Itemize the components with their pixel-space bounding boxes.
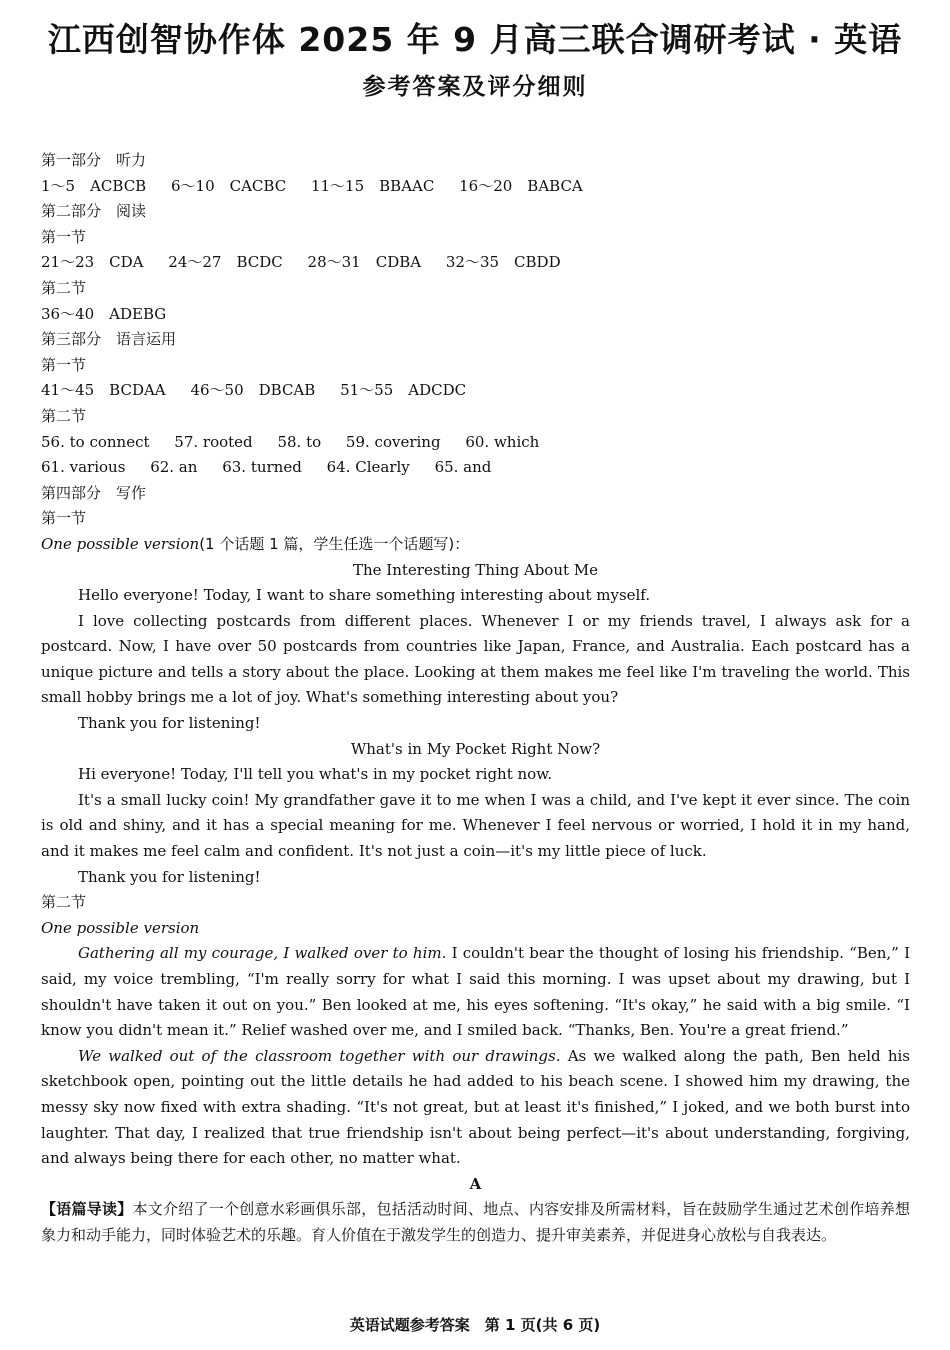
answer-group: 46～50 DBCAB bbox=[190, 381, 316, 400]
passage-guide bbox=[41, 1197, 910, 1248]
part3-section2-row2 bbox=[41, 455, 910, 481]
cloze-answer: 58. to bbox=[277, 432, 322, 451]
paragraph-text: As we walked along the path, Ben held his sketchbook open, pointing out the little details he had added to his beach scene. I showed him my drawing, the messy sky now fixed with extra shading. “It's not great, but at least it's finished,” I joked, and we both burst into laughter. That day, I realized that true friendship isn't about being perfect—it's about understanding, forgiving, and always being there for each other, no matter what. bbox=[41, 1046, 910, 1168]
guide-tag: 【语篇导读】 bbox=[41, 1200, 133, 1219]
answer-group: 1～5 ACBCB bbox=[41, 176, 147, 195]
essay-intro-label: One possible version bbox=[41, 534, 200, 553]
continuation-paragraph bbox=[41, 941, 910, 1043]
answer-group: 16～20 BABCA bbox=[459, 176, 583, 195]
cloze-answer: 57. rooted bbox=[174, 432, 253, 451]
cloze-answer: 60. which bbox=[465, 432, 540, 451]
essay-intro bbox=[41, 532, 910, 558]
part3-section2-row1 bbox=[41, 430, 910, 456]
answer-group: 6～10 CACBC bbox=[170, 176, 287, 195]
cloze-answer: 63. turned bbox=[222, 458, 302, 477]
continuation-paragraph bbox=[41, 1044, 910, 1172]
essay2-paragraph: Hi everyone! Today, I'll tell you what's in my pocket right now. bbox=[78, 765, 553, 784]
essay1-paragraph: Hello everyone! Today, I want to share something interesting about myself. bbox=[78, 586, 651, 605]
part2-heading: 第二部分 阅读 bbox=[41, 202, 147, 221]
part3-heading: 第三部分 语言运用 bbox=[41, 330, 177, 349]
part2-section2-heading: 第二节 bbox=[41, 278, 87, 297]
answer-group: 32～35 CBDD bbox=[445, 253, 561, 272]
essay2-paragraph: It's a small lucky coin! My grandfather gave it to me when I was a child, and I've kept it ever since. The coin is old and shiny, and it has a special meaning for me. Whenever I feel nervous or worried, I hold it in my hand, and it makes me feel calm and confident. It's not just a coin—it's my little piece of luck. bbox=[41, 790, 910, 861]
cloze-answer: 59. covering bbox=[345, 432, 441, 451]
cloze-answer: 61. various bbox=[41, 458, 126, 477]
answer-group: 28～31 CDBA bbox=[307, 253, 422, 272]
continuation-intro: One possible version bbox=[41, 918, 200, 937]
part4-section2-heading: 第二节 bbox=[41, 893, 87, 912]
essay1-paragraph: Thank you for listening! bbox=[78, 714, 261, 733]
answer-group: 41～45 BCDAA bbox=[41, 381, 166, 400]
part1-answers bbox=[41, 174, 910, 200]
paragraph-text: I couldn't bear the thought of losing his friendship. “Ben,” I said, my voice trembling, “I'm really sorry for what I said this morning. I was upset about my drawing, but I shouldn't have taken it out on you.” Ben looked at me, his eyes softening. “It's okay,” he said with a big smile. “I know you didn't mean it.” Relief washed over me, and I smiled back. “Thanks, Ben. You're a great friend.” bbox=[41, 944, 911, 1040]
part3-section1-heading: 第一节 bbox=[41, 355, 87, 374]
page-title: 江西创智协作体 2025 年 9 月高三联合调研考试 · 英语 bbox=[47, 20, 903, 59]
answer-group: 21～23 CDA bbox=[41, 253, 144, 272]
cloze-answer: 65. and bbox=[434, 458, 492, 477]
essay-intro-note: (1 个话题 1 篇，学生任选一个话题写)： bbox=[199, 534, 470, 553]
guide-text: 本文介绍了一个创意水彩画俱乐部，包括活动时间、地点、内容安排及所需材料，旨在鼓励学生通过艺术创作培养想象力和动手能力，同时体验艺术的乐趣。育人价值在于激发学生的创造力、提升审美素养，并促进身心放松与自我表达。 bbox=[41, 1200, 910, 1244]
part3-section1-answers bbox=[41, 378, 910, 404]
part2-section2-answers bbox=[41, 302, 910, 328]
paragraph-opening: Gathering all my courage, I walked over to him. bbox=[78, 944, 447, 963]
answer-body bbox=[41, 148, 910, 1249]
essay1-paragraph: I love collecting postcards from different places. Whenever I or my friends travel, I always ask for a postcard. Now, I have over 50 postcards from countries like Japan, France, and Australia. Each postcard has a unique picture and tells a story about the place. Looking at them makes me feel like I'm traveling the world. This small hobby brings me a lot of joy. What's something interesting about you? bbox=[41, 611, 910, 707]
cloze-answer: 64. Clearly bbox=[326, 458, 410, 477]
paragraph-opening: We walked out of the classroom together with our drawings. bbox=[78, 1046, 561, 1065]
page-subtitle: 参考答案及评分细则 bbox=[362, 74, 588, 100]
page-footer: 英语试题参考答案 第 1 页(共 6 页) bbox=[349, 1316, 601, 1334]
part2-section1-answers bbox=[41, 250, 910, 276]
answer-group: 24～27 BCDC bbox=[168, 253, 283, 272]
passage-label: A bbox=[469, 1174, 482, 1193]
cloze-answer: 62. an bbox=[150, 458, 198, 477]
part4-heading: 第四部分 写作 bbox=[41, 483, 147, 502]
part3-section2-heading: 第二节 bbox=[41, 406, 87, 425]
essay2-paragraph: Thank you for listening! bbox=[78, 867, 261, 886]
answer-group: 51～55 ADCDC bbox=[340, 381, 467, 400]
essay1-title: The Interesting Thing About Me bbox=[352, 560, 599, 579]
answer-group: 11～15 BBAAC bbox=[310, 176, 435, 195]
part4-section1-heading: 第一节 bbox=[41, 509, 87, 528]
answer-group: 36～40 ADEBG bbox=[41, 304, 167, 323]
essay2-title: What's in My Pocket Right Now? bbox=[350, 739, 601, 758]
part2-section1-heading: 第一节 bbox=[41, 227, 87, 246]
cloze-answer: 56. to connect bbox=[41, 432, 150, 451]
part1-heading: 第一部分 听力 bbox=[41, 151, 147, 169]
